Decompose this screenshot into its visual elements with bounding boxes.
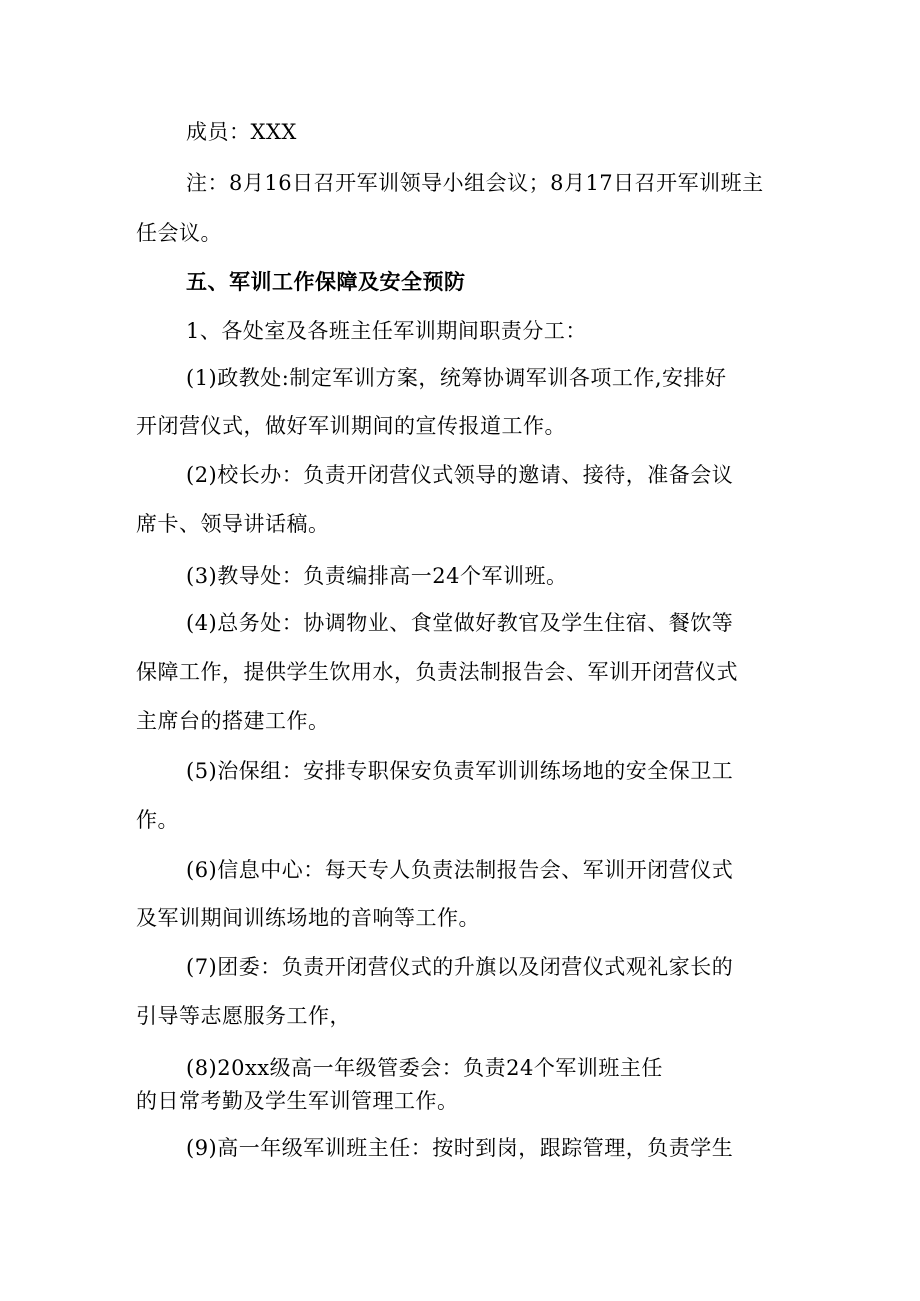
note-line-1: 注：8月16日召开军训领导小组会议；8月17日召开军训班主 (186, 171, 764, 195)
note-line-2: 任会议。 (136, 221, 222, 245)
list-item-line: 引导等志愿服务工作， (136, 1004, 351, 1028)
list-item-line: (2)校长办：负责开闭营仪式领导的邀请、接待，准备会议 (186, 463, 734, 487)
list-item-line: 保障工作，提供学生饮用水，负责法制报告会、军训开闭营仪式 (136, 660, 738, 684)
list-item-line: (8)20xx级高一年级管委会：负责24个军训班主任 (186, 1056, 663, 1080)
list-item-line: (3)教导处：负责编排高一24个军训班。 (186, 564, 568, 588)
section-heading: 五、军训工作保障及安全预防 (186, 269, 466, 294)
list-item-line: 席卡、领导讲话稿。 (136, 512, 330, 536)
list-item-line: 及军训期间训练场地的音响等工作。 (136, 906, 480, 930)
list-item-line: 的日常考勤及学生军训管理工作。 (136, 1089, 459, 1113)
members-line: 成员：XXX (186, 120, 297, 144)
list-item-line: (7)团委：负责开闭营仪式的升旗以及闭营仪式观礼家长的 (186, 955, 734, 979)
list-item-line: (1)政教处:制定军训方案，统筹协调军训各项工作,安排好 (186, 366, 727, 390)
list-item-line: (4)总务处：协调物业、食堂做好教官及学生住宿、餐饮等 (186, 611, 734, 635)
list-item-line: (5)治保组：安排专职保安负责军训训练场地的安全保卫工 (186, 759, 734, 783)
subsection-heading: 1、各处室及各班主任军训期间职责分工： (186, 319, 587, 343)
list-item-line: 作。 (136, 808, 179, 832)
list-item-line: (9)高一年级军训班主任：按时到岗，跟踪管理，负责学生 (186, 1136, 734, 1160)
list-item-line: 开闭营仪式，做好军训期间的宣传报道工作。 (136, 414, 566, 438)
list-item-line: (6)信息中心：每天专人负责法制报告会、军训开闭营仪式 (186, 858, 734, 882)
list-item-line: 主席台的搭建工作。 (136, 709, 330, 733)
